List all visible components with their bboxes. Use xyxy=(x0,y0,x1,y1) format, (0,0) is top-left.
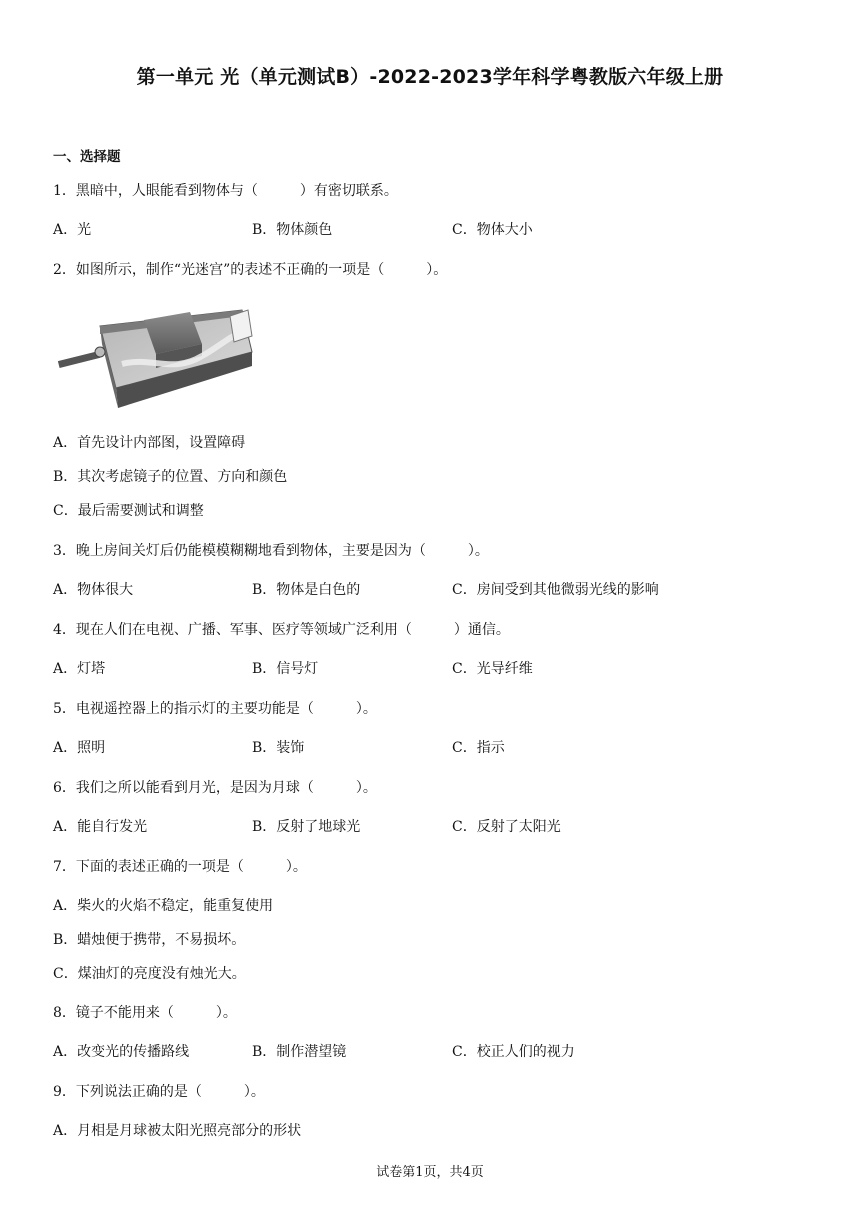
question-6-option-b[interactable]: B．反射了地球光 xyxy=(252,819,361,835)
page-title: 第一单元 光（单元测试B）-2022-2023学年科学粤教版六年级上册 xyxy=(136,66,724,88)
question-9-stem: 9．下列说法正确的是（ ）。 xyxy=(53,1084,265,1100)
question-8-option-a[interactable]: A．改变光的传播路线 xyxy=(53,1044,190,1060)
question-8-stem: 8．镜子不能用来（ ）。 xyxy=(53,1005,237,1021)
question-3-option-a[interactable]: A．物体很大 xyxy=(53,582,134,598)
question-5-option-b[interactable]: B．装饰 xyxy=(252,740,305,756)
question-3-option-b[interactable]: B．物体是白色的 xyxy=(252,582,361,598)
question-4-stem: 4．现在人们在电视、广播、军事、医疗等领域广泛利用（ ）通信。 xyxy=(53,622,510,638)
question-1-option-c[interactable]: C．物体大小 xyxy=(452,222,533,238)
question-1-option-a[interactable]: A．光 xyxy=(53,222,92,238)
question-7-option-b[interactable]: B．蜡烛便于携带，不易损坏。 xyxy=(53,932,246,948)
question-4-option-b[interactable]: B．信号灯 xyxy=(252,661,319,677)
question-1-stem: 1．黑暗中，人眼能看到物体与（ ）有密切联系。 xyxy=(53,183,398,199)
question-5-stem: 5．电视遥控器上的指示灯的主要功能是（ ）。 xyxy=(53,701,377,717)
light-maze-figure xyxy=(52,296,270,414)
question-5-option-c[interactable]: C．指示 xyxy=(452,740,505,756)
question-7-stem: 7．下面的表述正确的一项是（ ）。 xyxy=(53,859,307,875)
question-3-stem: 3．晚上房间关灯后仍能模模糊糊地看到物体，主要是因为（ ）。 xyxy=(53,543,489,559)
question-7-option-c[interactable]: C．煤油灯的亮度没有烛光大。 xyxy=(53,966,246,982)
question-2-option-a[interactable]: A．首先设计内部图，设置障碍 xyxy=(53,435,246,451)
question-3-option-c[interactable]: C．房间受到其他微弱光线的影响 xyxy=(452,582,659,598)
question-8-option-c[interactable]: C．校正人们的视力 xyxy=(452,1044,575,1060)
question-6-option-a[interactable]: A．能自行发光 xyxy=(53,819,148,835)
question-5-option-a[interactable]: A．照明 xyxy=(53,740,106,756)
question-1-option-b[interactable]: B．物体颜色 xyxy=(252,222,333,238)
question-7-option-a[interactable]: A．柴火的火焰不稳定，能重复使用 xyxy=(53,898,274,914)
question-9-option-a[interactable]: A．月相是月球被太阳光照亮部分的形状 xyxy=(53,1123,302,1139)
section-heading: 一、选择题 xyxy=(53,149,121,165)
question-4-option-a[interactable]: A．灯塔 xyxy=(53,661,106,677)
light-maze-image xyxy=(52,296,270,414)
question-2-option-b[interactable]: B．其次考虑镜子的位置、方向和颜色 xyxy=(53,469,288,485)
question-4-option-c[interactable]: C．光导纤维 xyxy=(452,661,533,677)
question-8-option-b[interactable]: B．制作潜望镜 xyxy=(252,1044,347,1060)
question-2-option-c[interactable]: C．最后需要测试和调整 xyxy=(53,503,204,519)
question-2-stem: 2．如图所示，制作“光迷宫”的表述不正确的一项是（ ）。 xyxy=(53,262,448,278)
question-6-option-c[interactable]: C．反射了太阳光 xyxy=(452,819,561,835)
page-footer: 试卷第1页，共4页 xyxy=(376,1165,484,1180)
question-6-stem: 6．我们之所以能看到月光，是因为月球（ ）。 xyxy=(53,780,377,796)
